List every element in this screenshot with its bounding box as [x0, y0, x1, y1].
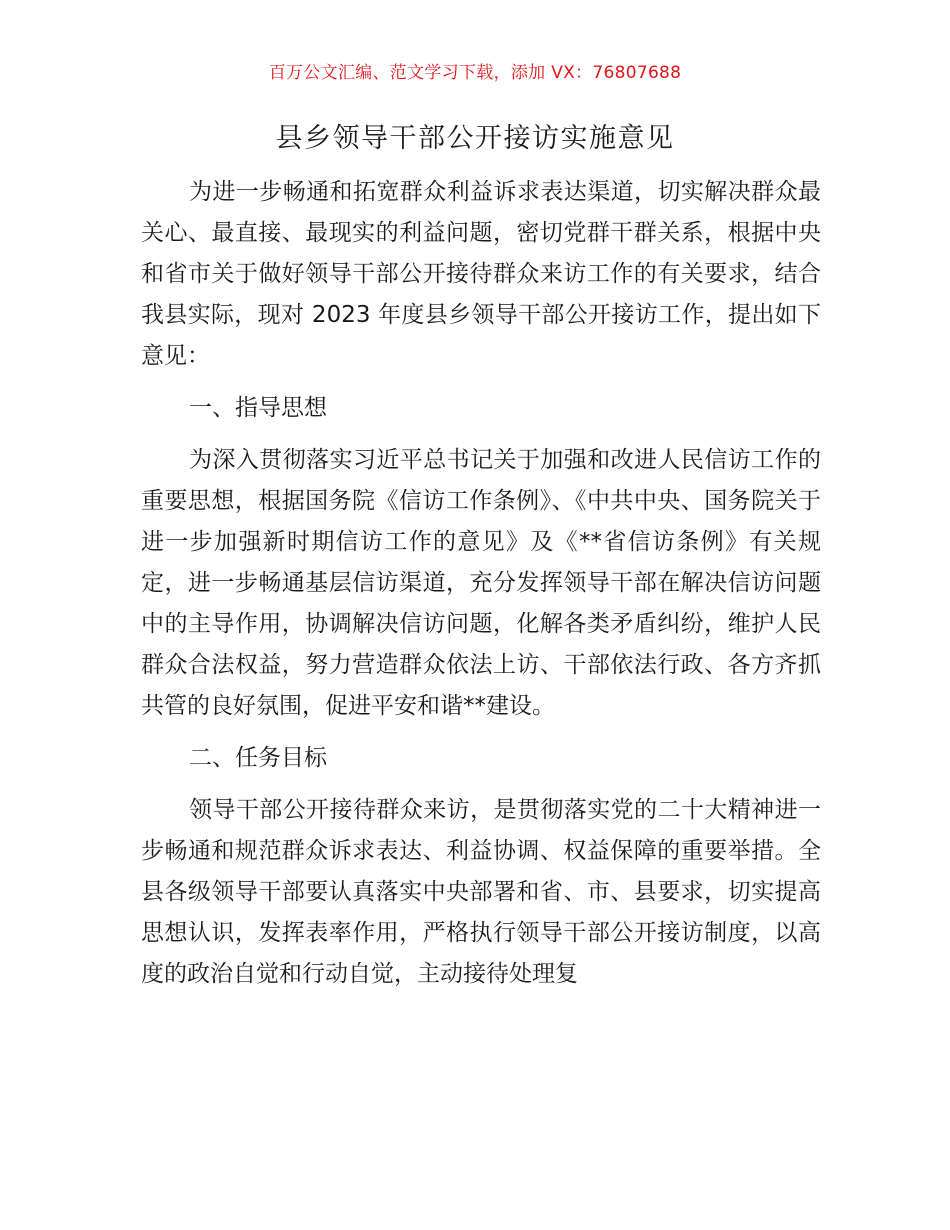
document-title: 县乡领导干部公开接访实施意见 — [275, 123, 675, 154]
section1-heading: 一、指导思想 — [189, 395, 327, 421]
intro-paragraph: 为进一步畅通和拓宽群众利益诉求表达渠道，切实解决群众最关心、最直接、最现实的利益问题，密切党群干群关系，根据中央和省市关于做好领导干部公开接待群众来访工作的有关要求，结合我县实际，现对 2023 年度县乡领导干部公开接访工作，提出如下意见： — [141, 179, 821, 369]
header-banner: 百万公文汇编、范文学习下载，添加 VX：76807688 — [268, 63, 682, 83]
section1-paragraph: 为深入贯彻落实习近平总书记关于加强和改进人民信访工作的重要思想，根据国务院《信访工作条例》、《中共中央、国务院关于进一步加强新时期信访工作的意见》及《**省信访条例》有关规定，进一步畅通基层信访渠道，充分发挥领导干部在解决信访问题中的主导作用，协调解决信访问题，化解各类矛盾纠纷，维护人民群众合法权益，努力营造群众依法上访、干部依法行政、各方齐抓共管的良好氛围，促进平安和谐**建设。 — [141, 447, 821, 719]
section2-paragraph: 领导干部公开接待群众来访，是贯彻落实党的二十大精神进一步畅通和规范群众诉求表达、利益协调、权益保障的重要举措。全县各级领导干部要认真落实中央部署和省、市、县要求，切实提高思想认识，发挥表率作用，严格执行领导干部公开接访制度，以高度的政治自觉和行动自觉，主动接待处理复 — [141, 797, 821, 987]
document-body — [141, 172, 821, 1006]
section2-heading: 二、任务目标 — [189, 745, 327, 771]
